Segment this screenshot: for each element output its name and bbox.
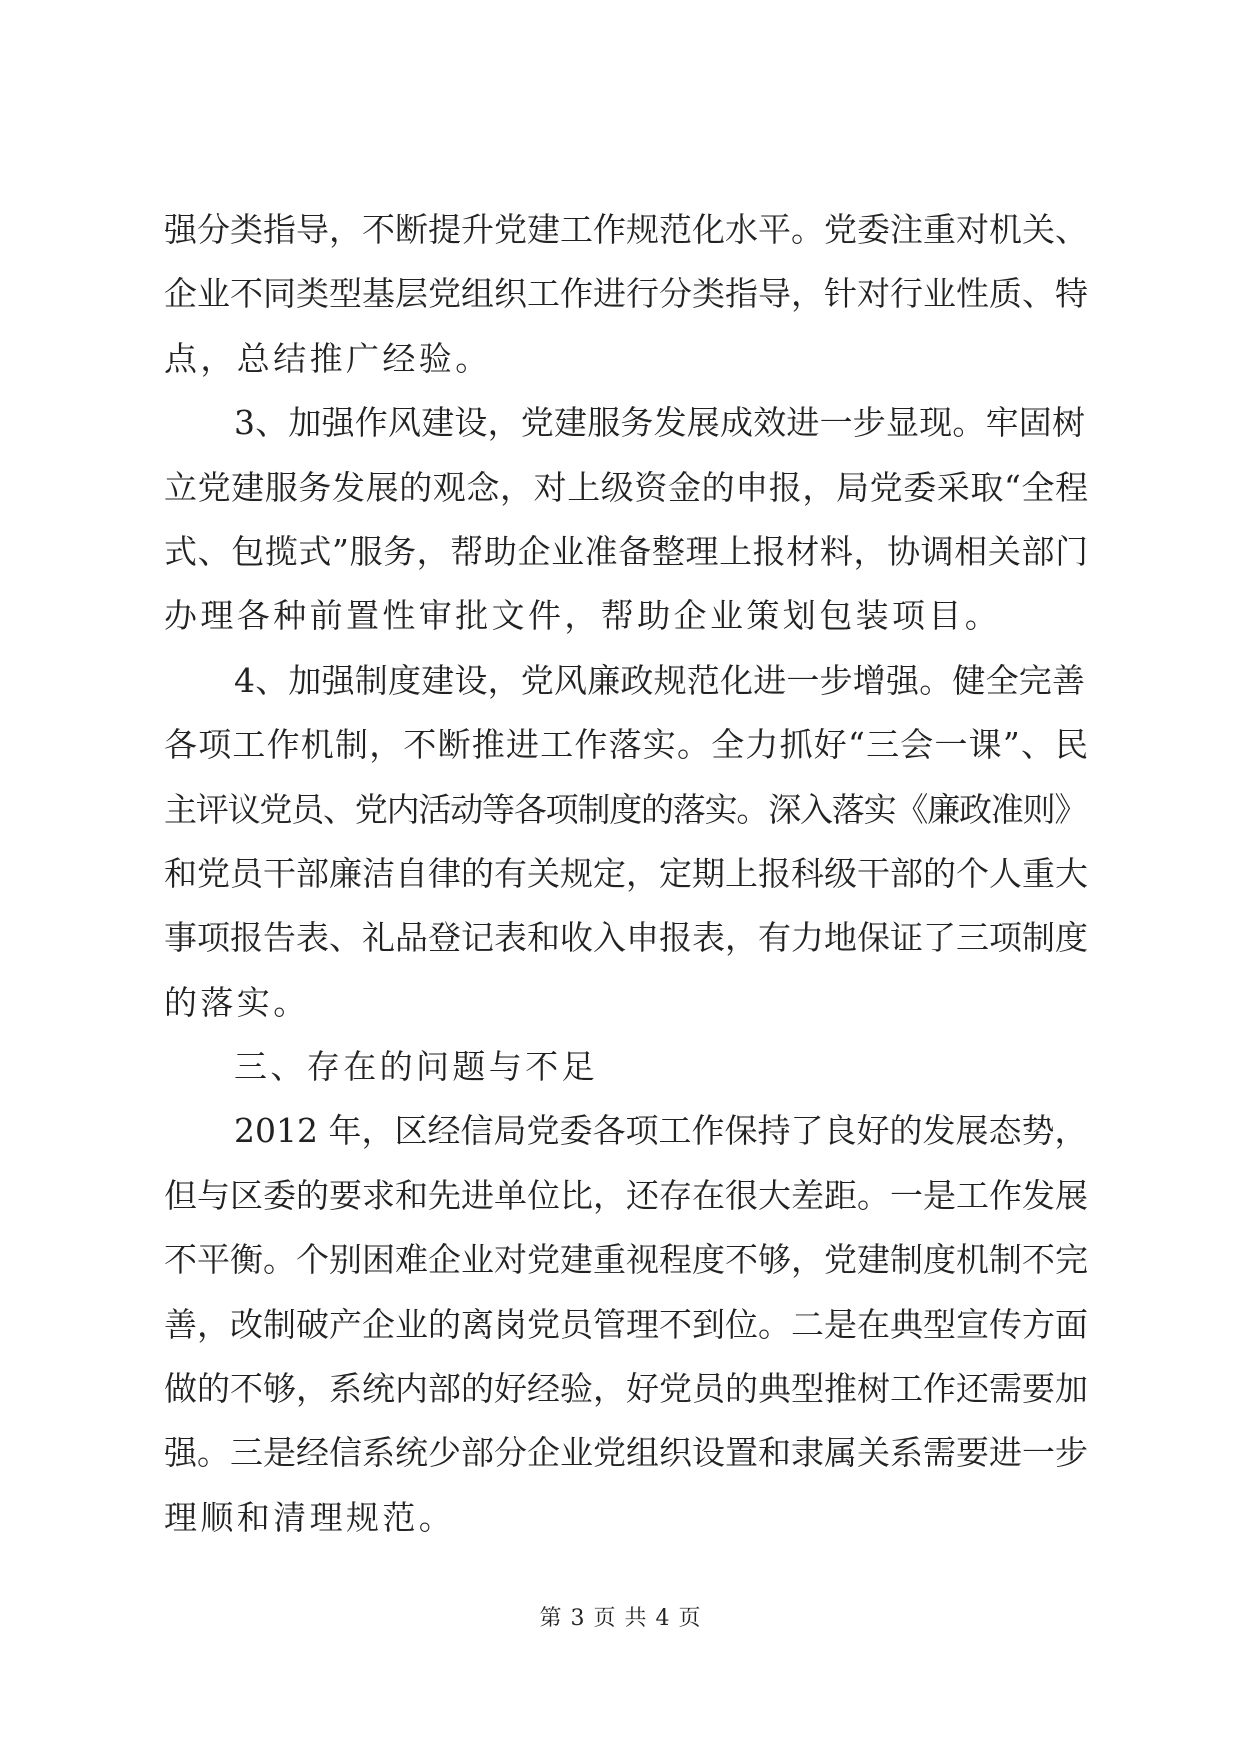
text-line: 办理各种前置性审批文件，帮助企业策划包装项目。 (164, 596, 1002, 636)
text-line: 2012 年，区经信局党委各项工作保持了良好的发展态势， (234, 1111, 1088, 1151)
text-line: 强分类指导，不断提升党建工作规范化水平。党委注重对机关、 (164, 210, 1088, 249)
text-line: 主评议党员、党内活动等各项制度的落实。深入落实《廉政准则》 (164, 789, 1087, 829)
text-line: 4、加强制度建设，党风廉政规范化进一步增强。健全完善 (234, 660, 1086, 700)
text-line: 强。三是经信系统少部分企业党组织设置和隶属关系需要进一步 (164, 1433, 1088, 1473)
text-line: 立党建服务发展的观念，对上级资金的申报，局党委采取“全程 (164, 467, 1089, 507)
text-line: 的落实。 (164, 982, 310, 1022)
document-body (164, 198, 1089, 1550)
text-line: 不平衡。个别困难企业对党建重视程度不够，党建制度机制不完 (164, 1240, 1088, 1280)
text-line: 和党员干部廉洁自律的有关规定，定期上报科级干部的个人重大 (164, 853, 1088, 893)
text-line: 点，总结推广经验。 (164, 338, 492, 378)
text-line: 企业不同类型基层党组织工作进行分类指导，针对行业性质、特 (164, 274, 1088, 314)
page-footer: 第 3 页 共 4 页 (539, 1606, 702, 1631)
text-line: 式、包揽式”服务，帮助企业准备整理上报材料，协调相关部门 (164, 531, 1089, 571)
text-line: 三、存在的问题与不足 (234, 1047, 598, 1087)
text-line: 做的不够，系统内部的好经验，好党员的典型推树工作还需要加 (164, 1369, 1088, 1409)
text-line: 善，改制破产企业的离岗党员管理不到位。二是在典型宣传方面 (164, 1304, 1088, 1344)
text-line: 3、加强作风建设，党建服务发展成效进一步显现。牢固树 (234, 403, 1086, 443)
text-line: 理顺和清理规范。 (164, 1497, 456, 1537)
text-line: 但与区委的要求和先进单位比，还存在很大差距。一是工作发展 (164, 1175, 1088, 1215)
text-line: 事项报告表、礼品登记表和收入申报表，有力地保证了三项制度 (164, 918, 1088, 958)
text-line: 各项工作机制，不断推进工作落实。全力抓好“三会一课”、民 (164, 725, 1090, 765)
